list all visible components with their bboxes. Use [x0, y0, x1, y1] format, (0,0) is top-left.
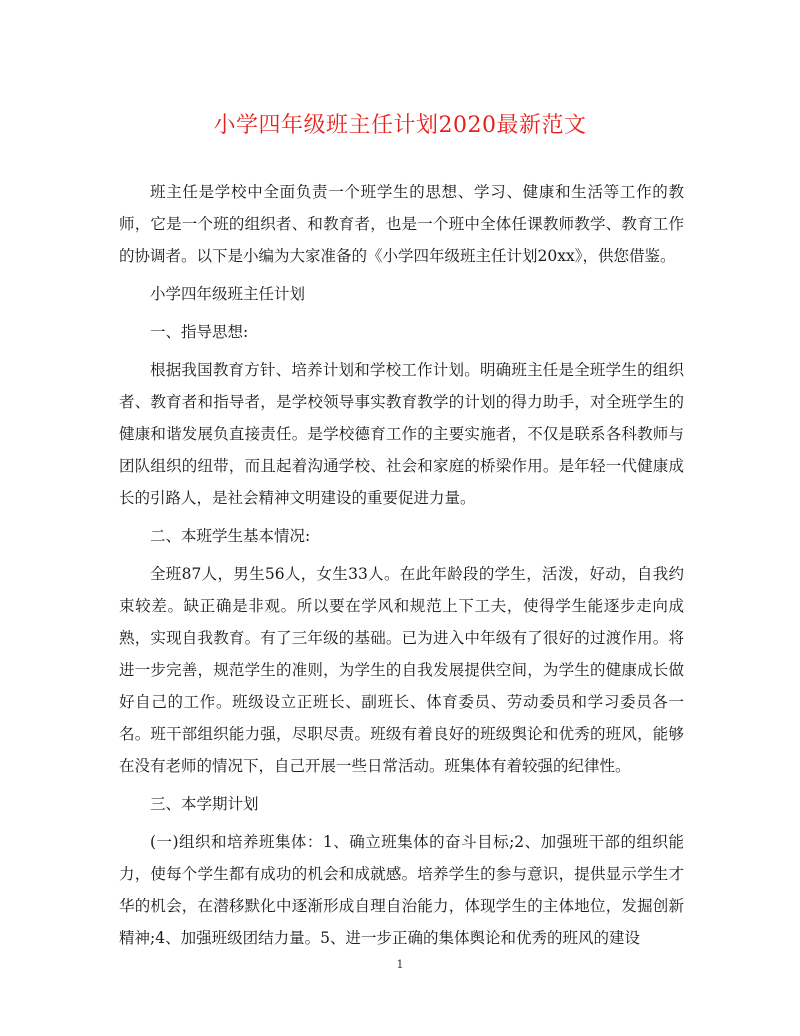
section3-heading: 三、本学期计划 — [150, 795, 259, 813]
document-title: 小学四年级班主任计划2020最新范文 — [213, 113, 587, 138]
page-number: 1 — [396, 958, 404, 971]
section2-heading: 二、本班学生基本情况: — [150, 527, 311, 545]
intro-paragraph: 班主任是学校中全面负责一个班学生的思想、学习、健康和生活等工作的教师，它是一个班的组织者、和教育者，也是一个班中全体任课教师教学、教育工作的协调者。以下是小编为大家准备的《小学四年级班主任计划20xx》，供您借鉴。 — [119, 183, 684, 265]
section1-heading: 一、指导思想: — [150, 323, 249, 341]
section2-body: 全班87人，男生56人，女生33人。在此年龄段的学生，活泼，好动，自我约束较差。缺正确是非观。所以要在学风和规范上下工夫，使得学生能逐步走向成熟，实现自我教育。有了三年级的基础。已为进入中年级有了很好的过渡作用。将进一步完善，规范学生的准则，为学生的自我发展提供空间，为学生的健康成长做好自己的工作。班级设立正班长、副班长、体育委员、劳动委员和学习委员各一名。班干部组织能力强，尽职尽责。班级有着良好的班级舆论和优秀的班风，能够在没有老师的情况下，自己开展一些日常活动。班集体有着较强的纪律性。 — [119, 565, 684, 775]
document-body — [119, 176, 684, 954]
plan-title: 小学四年级班主任计划 — [150, 285, 306, 303]
section3-body: (一)组织和培养班集体：1、确立班集体的奋斗目标;2、加强班干部的组织能力，使每个学生都有成功的机会和成就感。培养学生的参与意识，提供显示学生才华的机会，在潜移默化中逐渐形成自理自治能力，体现学生的主体地位，发掘创新精神;4、加强班级团结力量。5、进一步正确的集体舆论和优秀的班风的建设 — [119, 833, 684, 947]
section1-body: 根据我国教育方针、培养计划和学校工作计划。明确班主任是全班学生的组织者、教育者和指导者，是学校领导事实教育教学的计划的得力助手，对全班学生的健康和谐发展负直接责任。是学校德育工作的主要实施者，不仅是联系各科教师与团队组织的纽带，而且起着沟通学校、社会和家庭的桥梁作用。是年轻一代健康成长的引路人，是社会精神文明建设的重要促进力量。 — [119, 361, 684, 507]
